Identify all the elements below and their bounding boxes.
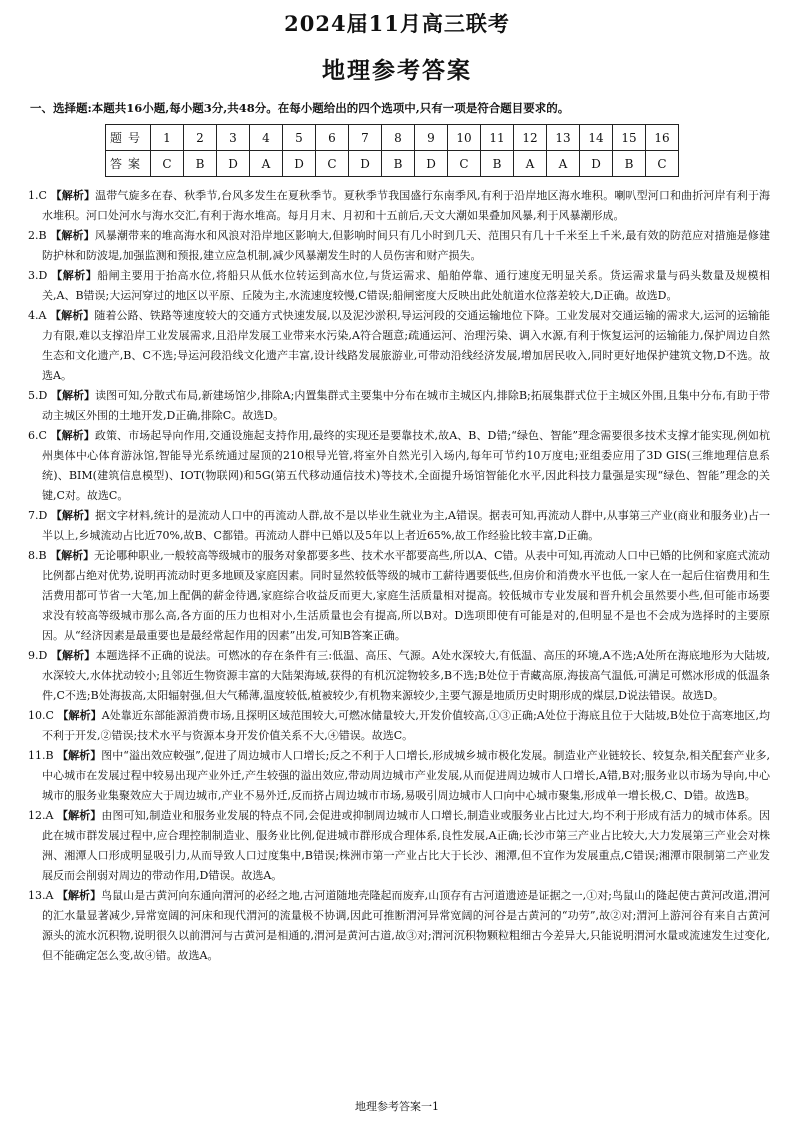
item-text: 本题选择不正确的说法。可燃冰的存在条件有三:低温、高压、气源。A处水深较大,有低温、高压的环境,A不选;A处所在海底地形为大陆坡,水深较大,水体扰动较小;且邻近生物资源丰富的大陆架海域,获得的有机沉淀物较多,B不选;B处位于青藏高原,海拔高气温低,可满足可燃冰形成的低温条件,C不选;B处海拔高,太阳辐射强,但大气稀薄,温度较低,植被较少,有机物来源较少,主要气源是地质历史时期形成的煤层,D说法错误。故选D。 <box>42 649 770 702</box>
question-number-cell: 11 <box>481 125 514 151</box>
explanation-list <box>28 186 770 966</box>
item-text: 随着公路、铁路等速度较大的交通方式快速发展,以及泥沙淤积,导运河段的交通运输地位下降。工业发展对交通运输的需求大,运河的运输能力有限,难以支撑沿岸工业发展需求,且沿岸发展工业带来水污染,A符合题意;疏通运河、治理污染、调入水源,有利于恢复运河的运输能力,保护周边自然生态和文化遗产,B、C不选;导运河段沿线文化遗产丰富,设计线路发展旅游业,可带动沿线经济发展,增加居民收入,同时更好地保护建筑文物,D不选。故选A。 <box>42 309 771 382</box>
item-prefix: 7.D <box>28 509 48 522</box>
item-tag: 【解析】 <box>50 549 95 562</box>
item-text: 鸟鼠山是古黄河向东通向渭河的必经之地,古河道随地壳隆起而废弃,山顶存有古河道遗迹是证据之一,①对;鸟鼠山的隆起使古黄河改道,渭河的汇水量显著减少,异常宽阔的河床和现代渭河的流量极不协调,因此可推断渭河异常宽阔的河谷是古黄河的“功劳”,故②对;渭河上游河谷有来自古黄河源头的流水沉积物,说明很久以前渭河与古黄河是相通的,渭河是黄河古道,故③对;渭河沉积物颗粒粗细古今差异大,只能说明渭河水量或流速发生过变化,但不能确定怎么变,故④错。故选A。 <box>42 889 770 962</box>
question-number-cell: 15 <box>613 125 646 151</box>
explanation-item <box>28 706 770 746</box>
item-prefix: 1.C <box>28 189 47 202</box>
answer-cell: B <box>613 151 646 177</box>
item-tag: 【解析】 <box>50 509 96 522</box>
answer-cell: C <box>646 151 679 177</box>
question-number-cell: 12 <box>514 125 547 151</box>
item-prefix: 9.D <box>28 649 48 662</box>
row-label-question-number: 题号 <box>106 125 151 151</box>
item-prefix: 11.B <box>28 749 54 762</box>
answer-cell: A <box>547 151 580 177</box>
item-tag: 【解析】 <box>51 269 98 282</box>
answer-cell: D <box>415 151 448 177</box>
explanation-item <box>28 226 770 266</box>
explanation-item <box>28 546 770 646</box>
explanation-item <box>28 386 770 426</box>
question-number-cell: 14 <box>580 125 613 151</box>
answer-cell: D <box>349 151 382 177</box>
item-tag: 【解析】 <box>50 189 96 202</box>
explanation-item <box>28 506 770 546</box>
question-number-cell: 7 <box>349 125 382 151</box>
item-prefix: 2.B <box>28 229 47 242</box>
question-number-cell: 6 <box>316 125 349 151</box>
explanation-item <box>28 306 770 386</box>
question-number-cell: 8 <box>382 125 415 151</box>
explanation-item <box>28 426 770 506</box>
item-tag: 【解析】 <box>50 309 95 322</box>
question-number-cell: 10 <box>448 125 481 151</box>
item-prefix: 8.B <box>28 549 47 562</box>
question-number-cell: 1 <box>151 125 184 151</box>
question-number-cell: 3 <box>217 125 250 151</box>
item-prefix: 4.A <box>28 309 47 322</box>
item-text: 无论哪种职业,一般较高等级城市的服务对象都要多些、技术水平都要高些,所以A、C错。从表中可知,再流动人口中已婚的比例和家庭式流动比例都占绝对优势,说明再流动时更多地顾及家庭因素。同时显然较低等级的城市工薪待遇要低些,但房价和消费水平也低,一家人在一起后住宿费用和生活费用都可节省一大笔,加上配偶的薪金待遇,家庭综合收益反而更大,家庭生活质量相对提高。较低城市专业发展和晋升机会虽然要小些,但可能市场要求没有较高等级城市那么高,各方面的压力也相对小,生活质量也会有提高,所以B对。D选项即使有可能是对的,但明显不是也不会成为选择时的主要原因。从“经济因素是最重要也是最经常起作用的因素”出发,可知B答案正确。 <box>42 549 770 642</box>
question-number-cell: 13 <box>547 125 580 151</box>
answer-cell: D <box>283 151 316 177</box>
answer-cell: C <box>316 151 349 177</box>
question-number-cell: 5 <box>283 125 316 151</box>
question-number-cell: 9 <box>415 125 448 151</box>
item-prefix: 10.C <box>28 709 54 722</box>
answer-cell: B <box>184 151 217 177</box>
item-tag: 【解析】 <box>50 389 96 402</box>
item-text: 船闸主要用于抬高水位,将船只从低水位转运到高水位,与货运需求、船舶停靠、通行速度无明显关系。货运需求量与码头数量及规模相关,A、B错误;大运河穿过的地区以平原、丘陵为主,水流速度较慢,C错误;船闸密度大反映出此处航道水位落差较大,D正确。故选D。 <box>42 269 770 302</box>
question-number-cell: 2 <box>184 125 217 151</box>
item-prefix: 6.C <box>28 429 47 442</box>
answer-cell: B <box>382 151 415 177</box>
item-tag: 【解析】 <box>57 809 102 822</box>
answer-row <box>106 151 679 177</box>
answer-cell: A <box>514 151 547 177</box>
explanation-item <box>28 806 770 886</box>
item-prefix: 13.A <box>28 889 54 902</box>
answer-cell: A <box>250 151 283 177</box>
answer-cell: D <box>217 151 250 177</box>
answer-cell: D <box>580 151 613 177</box>
question-number-row <box>106 125 679 151</box>
explanation-item <box>28 186 770 226</box>
answer-cell: B <box>481 151 514 177</box>
item-tag: 【解析】 <box>57 709 102 722</box>
explanation-item <box>28 266 770 306</box>
item-tag: 【解析】 <box>50 229 95 242</box>
page-footer: 地理参考答案一1 <box>355 1100 439 1113</box>
explanation-item <box>28 886 770 966</box>
item-text: 由图可知,制造业和服务业发展的特点不同,会促进或抑制周边城市人口增长,制造业或服务业占比过大,均不利于形成有活力的城市体系。因此在城市群发展过程中,应合理控制制造业、服务业比例,促进城市群形成合理体系,良性发展,A正确;长沙市第三产业占比较大,大力发展第三产业会对株洲、湘潭人口形成明显吸引力,从而导致人口过度集中,B错误;株洲市第一产业占比大于长沙、湘潭,但不宜作为发展重点,C错误;湘潭市限制第二产业发展反而会削弱对周边的带动作用,D错误。故选A。 <box>42 809 771 882</box>
explanation-item <box>28 646 770 706</box>
section-heading: 一、选择题:本题共16小题,每小题3分,共48分。在每小题给出的四个选项中,只有一项是符合题目要求的。 <box>30 101 570 115</box>
item-text: 风暴潮带来的堆高海水和风浪对沿岸地区影响大,但影响时间只有几小时到几天、范围只有几十千米至上千米,最有效的防范应对措施是修建防护林和防波堤,加强监测和预报,建立应急机制,减少风暴潮发生时的人员伤害和财产损失。 <box>42 229 771 262</box>
item-text: 读图可知,分散式布局,新建场馆少,排除A;内置集群式主要集中分布在城市主城区内,排除B;拓展集群式位于主城区外围,且集中分布,有助于带动主城区外围的土地开发,D正确,排除C。故选D。 <box>42 389 771 422</box>
exam-title: 2024届11月高三联考 <box>284 11 510 36</box>
item-prefix: 3.D <box>28 269 48 282</box>
question-number-cell: 16 <box>646 125 679 151</box>
item-text: 温带气旋多在春、秋季节,台风多发生在夏秋季节。夏秋季节我国盛行东南季风,有利于沿岸地区海水堆积。喇叭型河口和曲折河岸有利于海水堆积。河口处河水与海水交汇,有利于海水堆高。每月月末、月初和十五前后,天文大潮如果叠加风暴,利于风暴潮形成。 <box>42 189 771 222</box>
item-tag: 【解析】 <box>50 649 96 662</box>
item-prefix: 12.A <box>28 809 54 822</box>
item-text: A处靠近东部能源消费市场,且探明区域范围较大,可燃冰储量较大,开发价值较高,①③正确;A处位于海底且位于大陆坡,B处位于高寒地区,均不利于开发,②错误;技术水平与资源本身开发价值关系不大,④错误。故选C。 <box>42 709 771 742</box>
answer-cell: C <box>151 151 184 177</box>
item-text: 图中“溢出效应較强”,促进了周边城市人口增长;反之不利于人口增长,形成城乡城市极化发展。制造业产业链较长、较复杂,相关配套产业多,中心城市在发展过程中较易出现产业外迁,产生较强的溢出效应,带动周边城市产业发展,从而促进周边城市人口增长,A错,B对;服务业以市场为导向,中心城市的服务业集聚效应大于周边城市,产业不易外迁,反而挤占周边城市市场,易吸引周边城市人口向中心城市聚集,形成单一增长极,C、D错。故选B。 <box>42 749 771 802</box>
answer-cell: C <box>448 151 481 177</box>
explanation-item <box>28 746 770 806</box>
item-tag: 【解析】 <box>50 429 95 442</box>
answer-table <box>105 124 679 177</box>
question-number-cell: 4 <box>250 125 283 151</box>
item-text: 政策、市场起导向作用,交通设施起支持作用,最终的实现还是要靠技术,故A、B、D错;“绿色、智能”理念需要很多技术支撑才能实现,例如杭州奥体中心体育游泳馆,智能导光系统通过屋顶的210根导光管,将室外自然光引入场内,每年可节约10万度电;亚组委应用了3D GIS(三维地理信息系统)、BIM(建筑信息模型)、IOT(物联网)和5G(第五代移动通信技术)等技术,全面提升场馆智能化水平,因此科技力量强是实现“绿色、智能”理念的关键,C对。故选C。 <box>42 429 771 502</box>
row-label-answer: 答案 <box>106 151 151 177</box>
item-tag: 【解析】 <box>57 749 102 762</box>
document-subtitle: 地理参考答案 <box>322 58 472 84</box>
item-prefix: 5.D <box>28 389 48 402</box>
item-tag: 【解析】 <box>56 889 102 902</box>
item-text: 据文字材料,统计的是流动人口中的再流动人群,故不是以毕业生就业为主,A错误。据表可知,再流动人群中,从事第三产业(商业和服务业)占一半以上,乡城流动占比近70%,故B、C都错。再流动人群中已婚以及5年以上者近65%,故工作经验比较丰富,D正确。 <box>42 509 770 542</box>
